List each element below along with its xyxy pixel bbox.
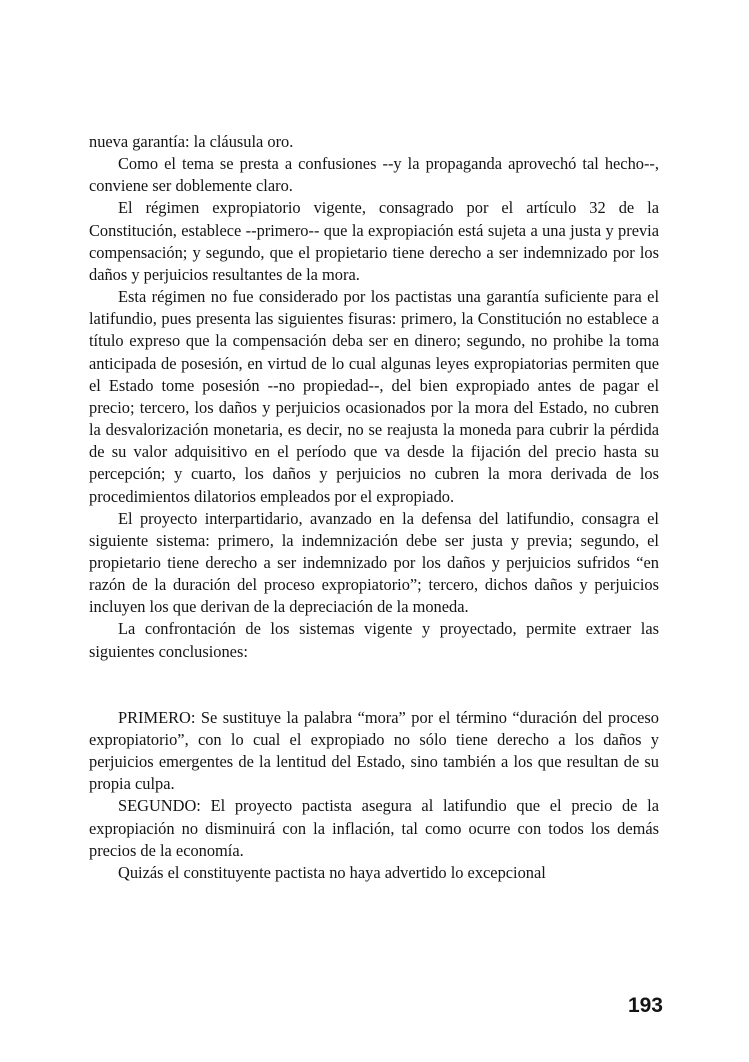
paragraph-continuation: nueva garantía: la cláusula oro. bbox=[89, 132, 294, 151]
page-number: 193 bbox=[627, 994, 663, 1017]
paragraph: Como el tema se presta a confusiones --y la propaganda aprovechó tal hecho--, conviene ser doblemente claro. bbox=[89, 154, 659, 196]
paragraph: La confrontación de los sistemas vigente y proyectado, permite extraer las siguientes conclusiones: bbox=[89, 619, 659, 661]
body-text bbox=[89, 131, 659, 884]
paragraph: El régimen expropiatorio vigente, consagrado por el artículo 32 de la Constitución, establece --primero-- que la expropiación está sujeta a una justa y previa compensación; y segundo, que el propietario tiene derecho a ser indemnizado por los daños y perjuicios resultantes de la mora. bbox=[89, 198, 659, 284]
paragraph-segundo: SEGUNDO: El proyecto pactista asegura al latifundio que el precio de la expropiación no disminuirá con la inflación, tal como ocurre con todos los demás precios de la economía. bbox=[89, 796, 659, 860]
paragraph: Quizás el constituyente pactista no haya advertido lo excepcional bbox=[118, 862, 546, 882]
paragraph: Esta régimen no fue considerado por los pactistas una garantía suficiente para el latifundio, pues presenta las siguientes fisuras: primero, la Constitución no establece a título expreso que la compensación deba ser en dinero; segundo, no prohibe la toma anticipada de posesión, en virtud de lo cual algunas leyes expropiatorias permiten que el Estado tome posesión --no propiedad--, del bien expropiado antes de pagar el precio; tercero, los daños y perjuicios ocasionados por la mora del Estado, no cubren la desvalorización monetaria, es decir, no se reajusta la moneda para cubrir la pérdida de su valor adquisitivo en el período que va desde la fijación del precio hasta su percepción; y cuarto, los daños y perjuicios no cubren la mora derivada de los procedimientos dilatorios empleados por el expropiado. bbox=[89, 287, 659, 506]
paragraph: El proyecto interpartidario, avanzado en la defensa del latifundio, consagra el siguiente sistema: primero, la indemnización debe ser justa y previa; segundo, el propietario tiene derecho a ser indemnizado por los daños y perjuicios sufridos “en razón de la duración del proceso expropiatorio”; tercero, dichos daños y perjuicios incluyen los que derivan de la depreciación de la moneda. bbox=[89, 508, 659, 617]
paragraph-primero: PRIMERO: Se sustituye la palabra “mora” por el término “duración del proceso expropiatorio”, con lo cual el expropiado no sólo tiene derecho a los daños y perjuicios emergentes de la lentitud del Estado, sino también a los que resultan de su propia culpa. bbox=[89, 707, 659, 794]
